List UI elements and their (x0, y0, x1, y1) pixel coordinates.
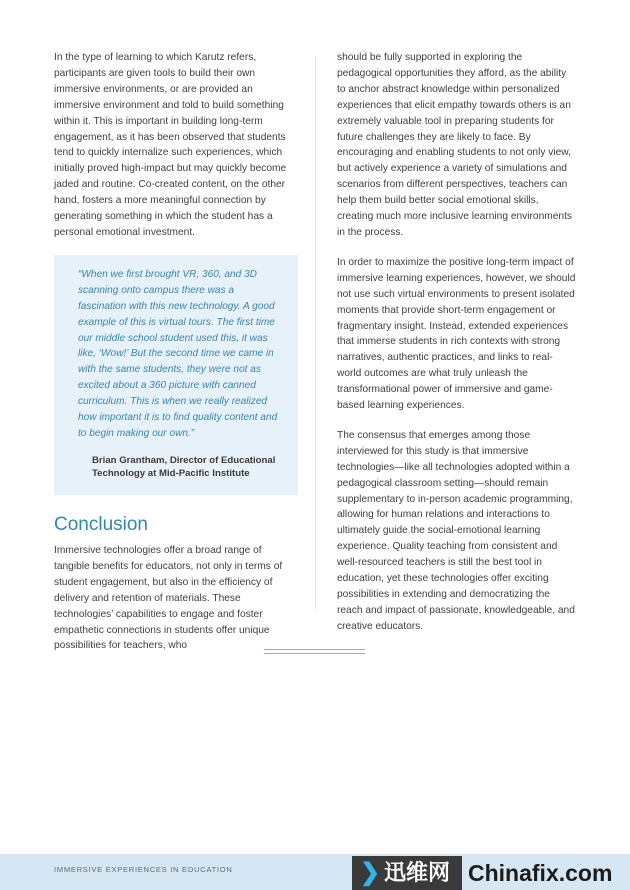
watermark-logo-box (352, 856, 462, 890)
end-rule (264, 653, 365, 654)
body-paragraph: In order to maximize the positive long-term impact of immersive learning experiences, however, we should not use such virtual environments to present isolated moments that provide short-term engagement or fragmentary insight. Instead, extended experiences that immerse students in rich contexts with strong narratives, authentic practices, and links to real-world outcomes are what truly unleash the transformational power of immersive and game-based learning experiences. (337, 256, 576, 412)
watermark (352, 856, 630, 890)
chevron-right-icon: ❯ (360, 859, 381, 886)
left-column (54, 50, 298, 668)
end-rule (264, 649, 365, 650)
attribution-line: Brian Grantham, Director of Educational (92, 454, 276, 466)
body-paragraph: The consensus that emerges among those interviewed for this study is that immersive technologies—like all technologies adopted within a pedagogical classroom setting—should remain supplementary to in-person academic programming, allowing for human relations and interactions to ultimately guide the social-emotional learning experience. Quality teaching from consistent and well-resourced teachers is still the best tool in education, yet these technologies offer exciting possibilities in extending and democratizing the reach and impact of passionate, knowledgeable, and creative educators. (337, 429, 575, 632)
page-footer (0, 854, 630, 890)
column-divider (315, 56, 316, 609)
right-column (337, 50, 577, 649)
pull-quote (54, 255, 298, 495)
quote-attribution (78, 454, 284, 481)
attribution-line: Technology at Mid-Pacific Institute (92, 468, 250, 480)
watermark-en-text: Chinafix.com (468, 860, 613, 886)
watermark-cn-text: 迅维网 (384, 860, 451, 885)
body-paragraph: Immersive technologies offer a broad range of tangible benefits for educators, not only in terms of student engagement, but also in the efficiency of delivery and retention of materials. These technologies’ capabilities to engage and foster empathetic connections in students offer unique possibilities for teachers, who (54, 545, 283, 652)
footer-label: IMMERSIVE EXPERIENCES IN EDUCATION (54, 865, 233, 874)
section-heading: Conclusion (54, 514, 148, 536)
quote-text: “When we first brought VR, 360, and 3D scanning onto campus there was a fascination with this new technology. A good example of this is virtual tours. The first time our middle school student used this, it was like, ‘Wow!’ But the second time we came in with the same students, they were not as excited about a 360 picture with canned curriculum. This is when we really realized how important it is to find quality content and to begin making our own.” (78, 268, 278, 439)
body-paragraph: In the type of learning to which Karutz refers, participants are given tools to build their own immersive environments, or are provided an immersive environment and told to build something within it. This is important in building long-term engagement, as it has been observed that students tend to quickly internalize such experiences, which initially proved high-impact but may quickly become jaded and routine. Co-created content, on the other hand, fosters a more meaningful connection by generating something in which the student has a personal emotional investment. (54, 52, 287, 238)
body-paragraph: should be fully supported in exploring the pedagogical opportunities they afford, as the ability to anchor abstract knowledge within personalized experiences that elicit empathy towards others is an extremely valuable tool in preparing students for future challenges they are likely to face. By encouraging and enabling students to not only view, but actively experience a variety of simulations and scenarios from different perspectives, teachers can help them build better social emotional skills, creating much more inclusive learning environments in the process. (337, 52, 572, 238)
